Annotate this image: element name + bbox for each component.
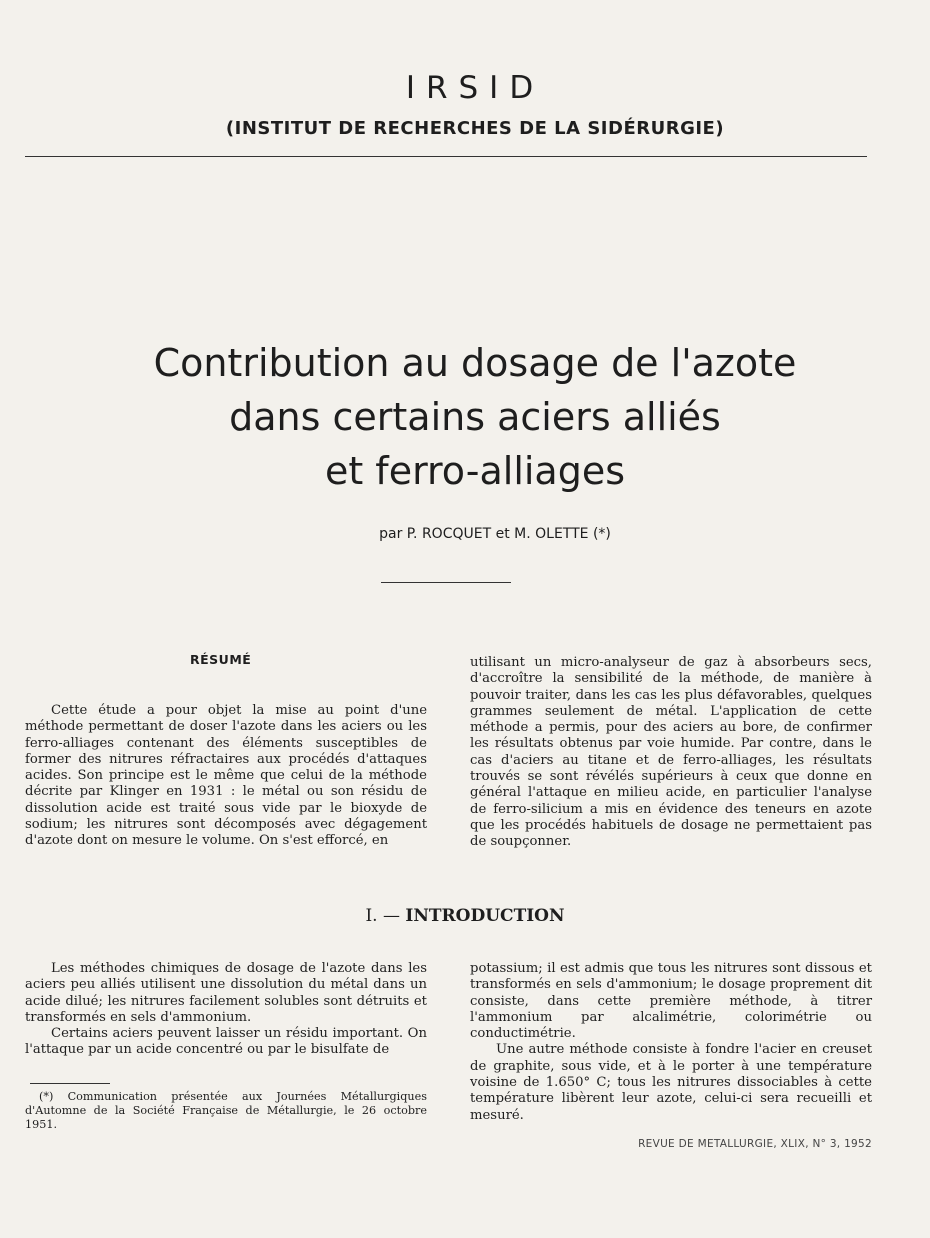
body-paragraph: potassium; il est admis que tous les nitrures sont dissous et transformés en sels d'ammonium; le dosage proprement dit consiste, dans cette première méthode, à titrer l'ammonium par alcalimétrie, colorimétrie ou conductimétrie. [470,961,872,1042]
org-title: IRSID [405,70,545,106]
header-rule [25,156,867,157]
journal-reference: REVUE DE METALLURGIE, XLIX, N° 3, 1952 [638,1138,872,1150]
section-number: I. — [365,906,400,926]
org-subtitle: (INSTITUT DE RECHERCHES DE LA SIDÉRURGIE) [225,118,725,139]
section-title: INTRODUCTION [405,906,565,926]
title-line: Contribution au dosage de l'azote [153,341,797,385]
title-line: dans certains aciers alliés [229,395,721,439]
footnote-rule [30,1083,110,1084]
title-separator-rule [381,582,511,583]
article-title [0,336,930,498]
resume-right-column [470,655,872,851]
body-paragraph: Les méthodes chimiques de dosage de l'azote dans les aciers peu alliés utilisent une dissolution du métal dans un acide dilué; les nitrures facilement solubles sont détruits et transformés en sels d'ammonium. [25,961,427,1025]
body-paragraph: Certains aciers peuvent laisser un résidu important. On l'attaque par un acide concentré ou par le bisulfate de [25,1026,427,1058]
authors-line: par P. ROCQUET et M. OLETTE (*) [379,526,611,542]
footnote-text: (*) Communication présentée aux Journées Métallurgiques d'Automne de la Société Française de Métallurgie, le 26 octobre 1951. [25,1090,427,1131]
resume-paragraph: Cette étude a pour objet la mise au point d'une méthode permettant de doser l'azote dans les aciers ou les ferro-alliages contenant des éléments susceptibles de former des nitrures réfractaires aux procédés d'attaques acides. Son principe est le même que celui de la méthode décrite par Klinger en 1931 : le métal ou son résidu de dissolution acide est traité sous vide par le bioxyde de sodium; les nitrures sont décomposés avec dégagement d'azote dont on mesure le volume. On s'est efforcé, en [25,703,427,849]
title-line: et ferro-alliages [324,449,626,493]
body-paragraph: Une autre méthode consiste à fondre l'acier en creuset de graphite, sous vide, et à le porter à une température voisine de 1.650° C; tous les nitrures dissociables à cette température libèrent leur azote, celui-ci sera recueilli et mesuré. [470,1042,872,1123]
resume-paragraph: utilisant un micro-analyseur de gaz à absorbeurs secs, d'accroître la sensibilité de la méthode, de manière à pouvoir traiter, dans les cas les plus défavorables, quelques grammes seulement de métal. L'application de cette méthode a permis, pour des aciers au bore, de confirmer les résultats obtenus par voie humide. Par contre, dans le cas d'aciers au titane et de ferro-alliages, les résultats trouvés se sont révélés supérieurs à ceux que donne en général l'attaque en milieu acide, en particulier l'analyse de ferro-silicium a mis en évidence des teneurs en azote que les procédés habituels de dosage ne permettaient pas de soupçonner. [470,655,872,850]
resume-heading: RÉSUMÉ [190,652,252,667]
section-heading [0,906,930,926]
intro-left-column [25,961,427,1059]
resume-left-column [25,703,427,850]
intro-right-column [470,961,872,1124]
footnote [25,1090,427,1132]
